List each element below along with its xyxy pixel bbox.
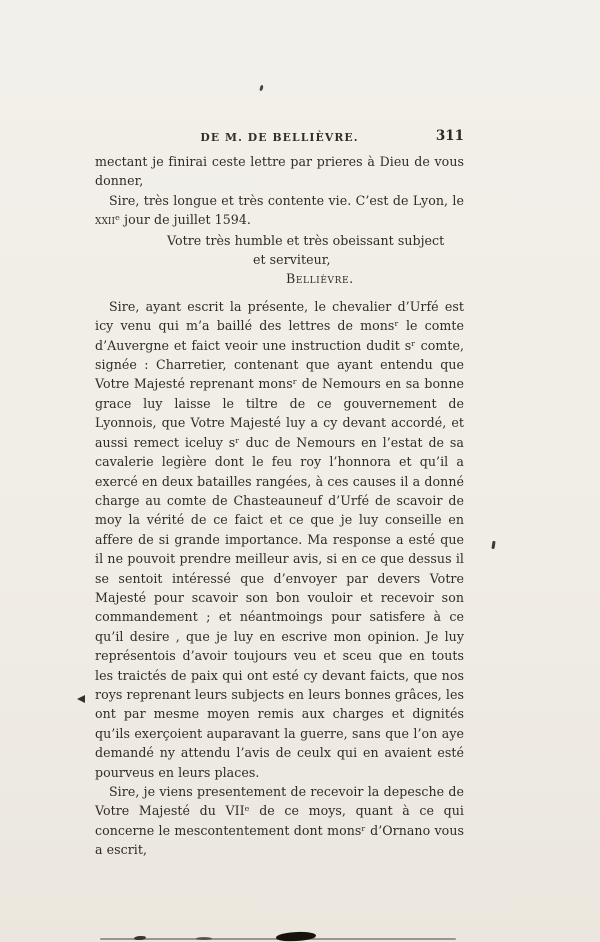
valediction-text-before: Sire, très longue et très contente vie. C’est de Lyon, le: [109, 192, 464, 208]
valediction-date-numeral: xxiiᵉ: [95, 212, 121, 228]
letter-text: [95, 152, 464, 860]
letter-closing: [95, 231, 464, 289]
closing-line-2: et serviteur,: [253, 252, 331, 268]
running-title: DE M. DE BELLIÈVRE.: [200, 131, 359, 144]
paragraph-continuation: mectant je finirai ceste lettre par prieres à Dieu de vous donner,: [95, 154, 464, 189]
ink-speck-top: [259, 85, 263, 92]
ink-speck-right-margin: [491, 541, 495, 549]
scan-edge-smudge: [196, 937, 212, 940]
page-header: [95, 128, 464, 149]
valediction-text-after: jour de juillet 1594.: [120, 212, 251, 228]
scan-edge-blob: [276, 931, 316, 941]
closing-line-1: Votre très humble et très obeissant subject: [167, 232, 445, 248]
ink-mark-left-margin: [77, 695, 85, 703]
postscript-paragraph-1: Sire, ayant escrit la présente, le chevalier d’Urfé est icy venu qui m’a baillé des lettres de monsʳ le comte d’Auvergne et faict veoir une instruction dudit sʳ comte, signée : Charretier, contenant que ayant entendu que Votre Majesté reprenant monsʳ de Nemours en sa bonne grace luy laisse le tiltre de ce gouvernement de Lyonnois, que Votre Majesté luy a cy devant accordé, et aussi remect iceluy sʳ duc de Nemours en l’estat de sa cavalerie legière dont le feu roy l’honnora et qu’il a exercé en deux batailles rangées, à ces causes il a donné charge au comte de Chasteauneuf d’Urfé de scavoir de moy la vérité de ce faict et ce que je luy conseille en affere de si grande importance. Ma response a esté que il ne pouvoit prendre meilleur avis, si en ce que dessus il se sentoit intéressé que d’envoyer par devers Votre Majesté pour scavoir son bon vouloir et recevoir son commandement ; et néantmoings pour satisfere à ce qu’il desire , que je luy en escrive mon opinion. Je luy représentois d’avoir toujours veu et sceu que en touts les traictés de paix qui ont esté cy devant faicts, que nos roys reprenant leurs subjects en leurs bonnes grâces, les ont par mesme moyen remis aux charges et dignités qu’ils exerçoient auparavant la guerre, sans que l’on aye demandé ny attendu l’avis de ceulx qui en avaient esté pourveus en leurs places.: [95, 298, 464, 780]
postscript-paragraph-2: Sire, je viens presentement de recevoir la depesche de Votre Majesté du VIIᵉ de ce moys, quant à ce qui concerne le mescontentement dont monsʳ d’Ornano vous a escrit,: [95, 784, 464, 858]
paragraph-valediction: [95, 191, 464, 230]
signature: Bellièvre.: [286, 271, 354, 287]
page-number: 311: [435, 128, 464, 144]
